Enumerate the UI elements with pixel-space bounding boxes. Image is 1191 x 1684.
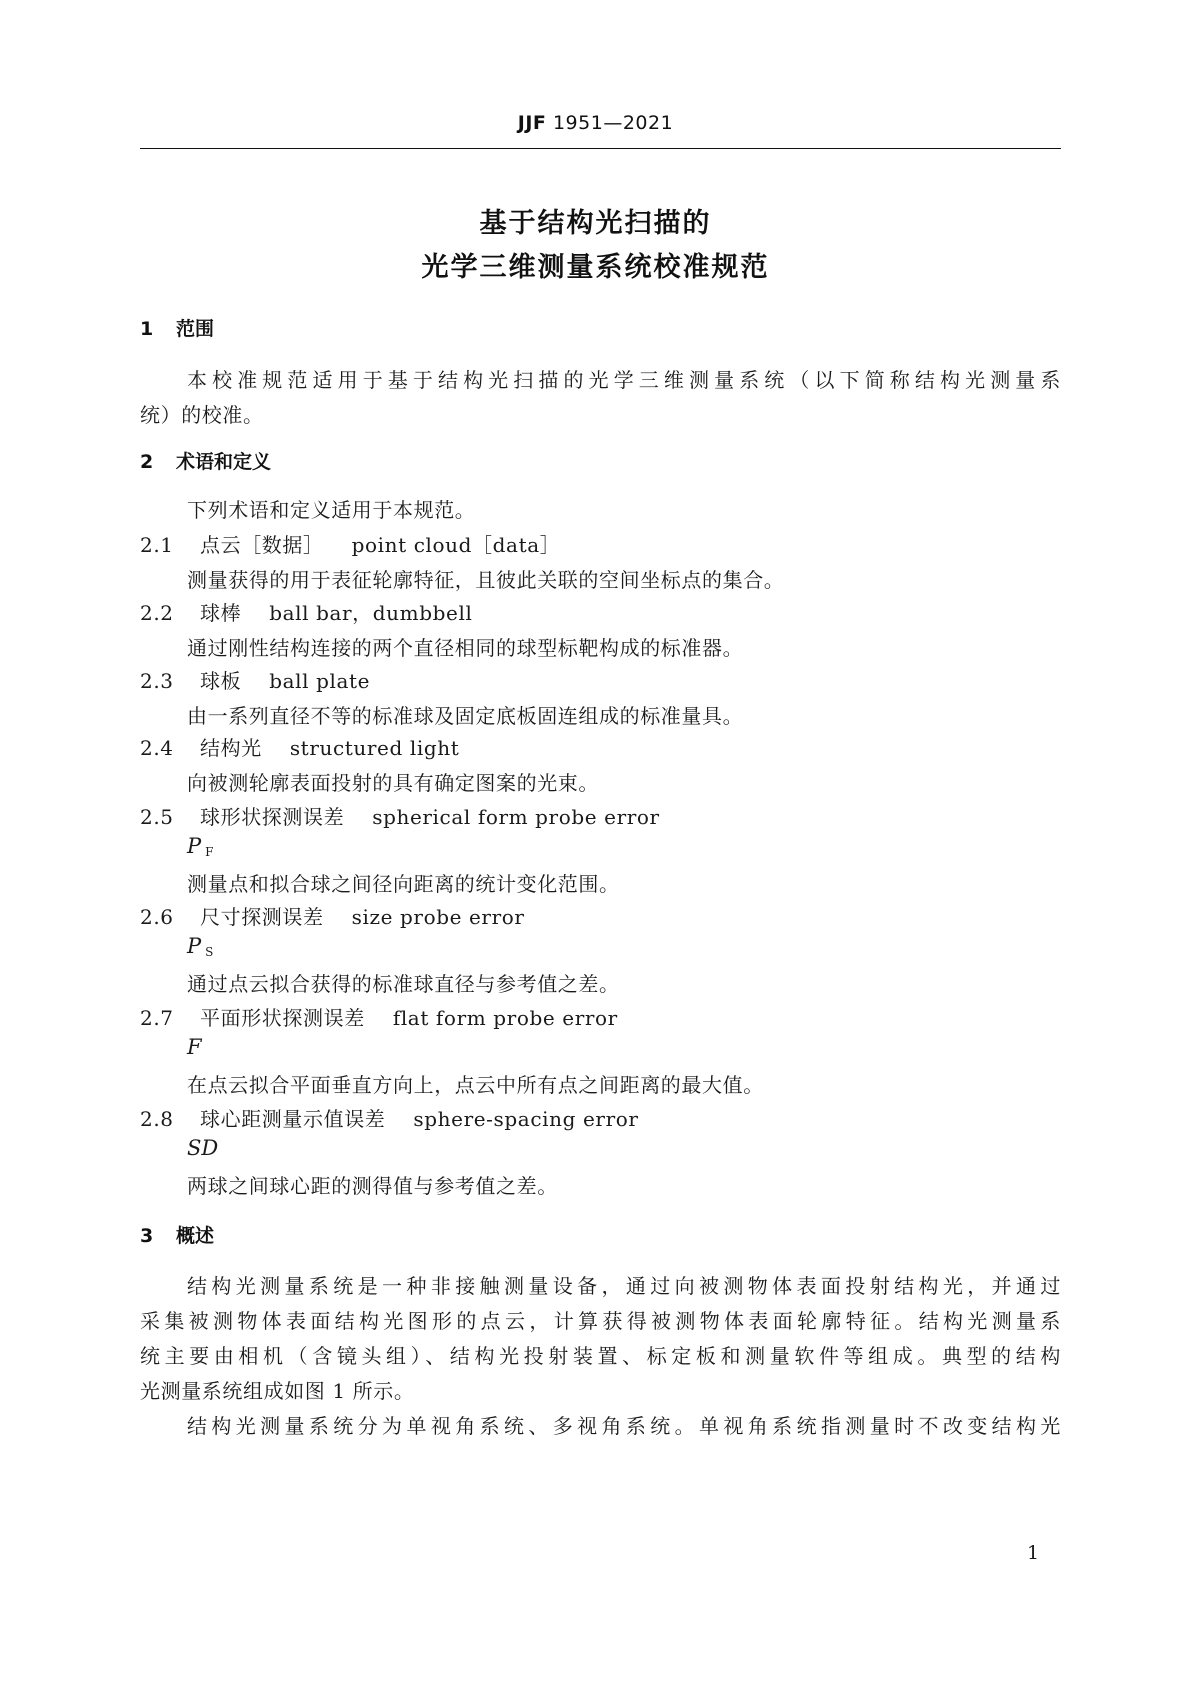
term-zh: 球形状探测误差 bbox=[200, 805, 345, 829]
term-2-2-definition: 通过刚性结构连接的两个直径相同的球型标靶构成的标准器。 bbox=[187, 636, 744, 660]
section-3-p1-line3: 统主要由相机（含镜头组）、结构光投射装置、标定板和测量软件等组成。典型的结构 bbox=[140, 1344, 1061, 1368]
symbol-letter: P bbox=[187, 934, 202, 958]
term-en: sphere-spacing error bbox=[413, 1107, 639, 1131]
section-title: 范围 bbox=[176, 318, 215, 340]
section-1-heading bbox=[140, 314, 214, 341]
term-2-7-symbol: F bbox=[187, 1035, 202, 1059]
term-number: 2.8 bbox=[140, 1107, 174, 1131]
document-title-line1: 基于结构光扫描的 bbox=[479, 208, 712, 239]
section-1-para-line2: 统）的校准。 bbox=[140, 403, 264, 427]
term-2-1 bbox=[140, 529, 560, 558]
term-zh: 球棒 bbox=[200, 601, 242, 625]
term-zh: 球板 bbox=[200, 669, 242, 693]
term-en: ball bar，dumbbell bbox=[269, 601, 473, 625]
standard-number: 1951—2021 bbox=[552, 112, 674, 134]
term-2-3 bbox=[140, 665, 370, 694]
section-3-p2-line1: 结构光测量系统分为单视角系统、多视角系统。单视角系统指测量时不改变结构光 bbox=[187, 1414, 1061, 1438]
term-zh: 尺寸探测误差 bbox=[200, 905, 324, 929]
term-en: point cloud［data］ bbox=[351, 533, 561, 557]
section-number: 2 bbox=[140, 451, 154, 473]
document-title-line2: 光学三维测量系统校准规范 bbox=[421, 252, 770, 283]
term-2-6-symbol bbox=[187, 934, 213, 959]
term-number: 2.7 bbox=[140, 1006, 174, 1030]
term-2-8-definition: 两球之间球心距的测得值与参考值之差。 bbox=[187, 1174, 558, 1198]
term-2-5-symbol bbox=[187, 834, 213, 859]
term-zh: 结构光 bbox=[200, 736, 262, 760]
term-2-6-definition: 通过点云拟合获得的标准球直径与参考值之差。 bbox=[187, 972, 620, 996]
section-title: 术语和定义 bbox=[176, 451, 272, 473]
term-2-5 bbox=[140, 801, 660, 830]
term-zh: 点云［数据］ bbox=[200, 533, 324, 557]
term-2-4-definition: 向被测轮廓表面投射的具有确定图案的光束。 bbox=[187, 771, 599, 795]
term-number: 2.2 bbox=[140, 601, 174, 625]
page-number: 1 bbox=[1027, 1542, 1040, 1564]
symbol-subscript: F bbox=[205, 845, 214, 859]
term-number: 2.3 bbox=[140, 669, 174, 693]
section-3-heading bbox=[140, 1221, 214, 1248]
term-number: 2.4 bbox=[140, 736, 174, 760]
symbol-letter: P bbox=[187, 834, 202, 858]
term-2-7 bbox=[140, 1002, 618, 1031]
term-en: flat form probe error bbox=[392, 1006, 618, 1030]
term-2-3-definition: 由一系列直径不等的标准球及固定底板固连组成的标准量具。 bbox=[187, 704, 744, 728]
section-3-p1-line4: 光测量系统组成如图 1 所示。 bbox=[140, 1379, 415, 1403]
term-2-4 bbox=[140, 732, 459, 761]
term-en: size probe error bbox=[351, 905, 525, 929]
symbol-subscript: S bbox=[205, 945, 214, 959]
section-number: 1 bbox=[140, 318, 154, 340]
term-2-8 bbox=[140, 1103, 639, 1132]
term-en: ball plate bbox=[269, 669, 371, 693]
term-2-6 bbox=[140, 901, 525, 930]
section-title: 概述 bbox=[176, 1225, 215, 1247]
term-number: 2.1 bbox=[140, 533, 174, 557]
term-number: 2.5 bbox=[140, 805, 174, 829]
term-zh: 平面形状探测误差 bbox=[200, 1006, 365, 1030]
section-1-para-line1: 本校准规范适用于基于结构光扫描的光学三维测量系统（以下简称结构光测量系 bbox=[187, 368, 1061, 392]
term-2-5-definition: 测量点和拟合球之间径向距离的统计变化范围。 bbox=[187, 872, 620, 896]
section-2-intro: 下列术语和定义适用于本规范。 bbox=[187, 498, 476, 522]
section-number: 3 bbox=[140, 1225, 154, 1247]
section-3-p1-line2: 采集被测物体表面结构光图形的点云，计算获得被测物体表面轮廓特征。结构光测量系 bbox=[140, 1309, 1061, 1333]
term-2-2 bbox=[140, 597, 472, 626]
term-zh: 球心距测量示值误差 bbox=[200, 1107, 386, 1131]
term-2-8-symbol: SD bbox=[187, 1136, 219, 1160]
term-2-1-definition: 测量获得的用于表征轮廓特征，且彼此关联的空间坐标点的集合。 bbox=[187, 568, 785, 592]
header-rule bbox=[140, 148, 1061, 149]
standard-header bbox=[0, 112, 1191, 134]
standard-prefix: JJF bbox=[517, 112, 547, 134]
section-3-p1-line1: 结构光测量系统是一种非接触测量设备，通过向被测物体表面投射结构光，并通过 bbox=[187, 1274, 1061, 1298]
term-en: structured light bbox=[289, 736, 460, 760]
term-number: 2.6 bbox=[140, 905, 174, 929]
section-2-heading bbox=[140, 447, 271, 474]
term-2-7-definition: 在点云拟合平面垂直方向上，点云中所有点之间距离的最大值。 bbox=[187, 1073, 764, 1097]
term-en: spherical form probe error bbox=[372, 805, 660, 829]
